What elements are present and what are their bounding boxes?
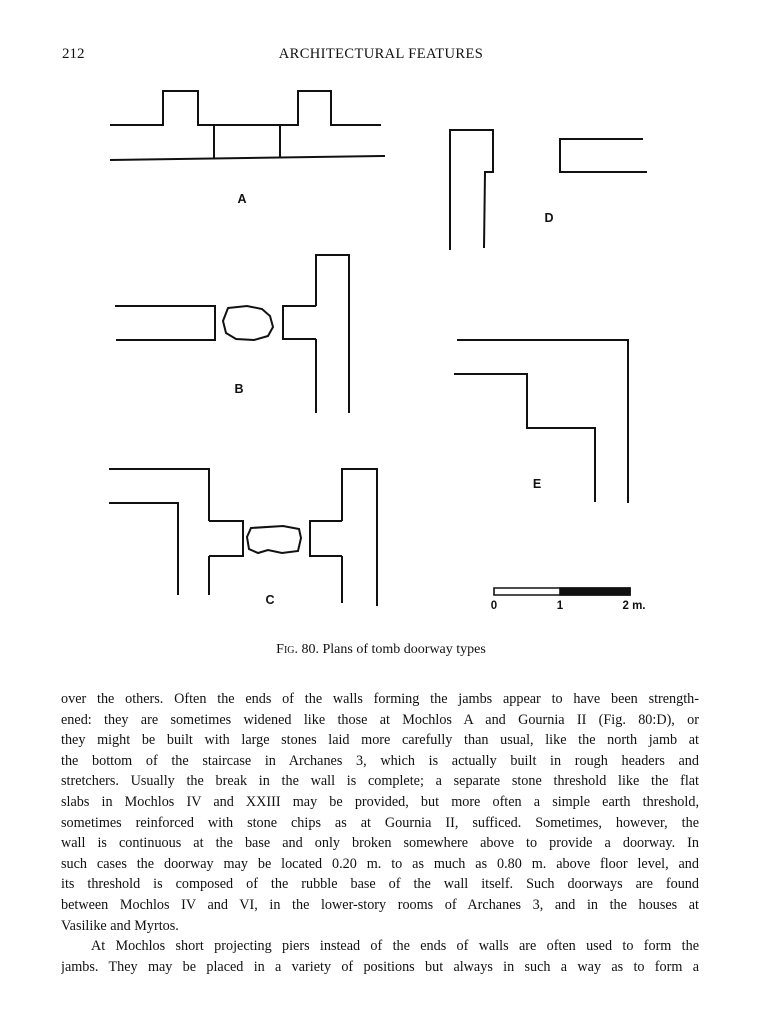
body-line: ened: they are sometimes widened like those at Mochlos A and Gournia II (Fig. 80:D), or [61,711,699,728]
figure-shape-D-wall-end [560,139,647,172]
body-line: such cases the doorway may be located 0.20 m. to as much as 0.80 m. above floor level, and [61,855,699,872]
figure-shape-C-right-wall [342,469,377,606]
figure-shape-B-right-jamb-stub [283,306,316,339]
figure-plan-label: A [237,192,247,206]
body-text [61,689,699,977]
figure-shape-B-cross-wall [316,255,349,413]
figure-labels [234,192,553,607]
running-head: ARCHITECTURAL FEATURES [278,46,484,62]
figure-plan-label: C [265,593,275,607]
scale-tick-label: 0 [490,600,498,612]
figure-shape-C-threshold-stone [247,526,301,553]
body-line: wall is continuous at the base and only broken somewhere above to provide a doorway. In [61,835,699,852]
figure-shape-C-right-pier [310,521,342,556]
figure-shape-C-left-outer-corner [109,469,209,521]
scale-ticks [491,600,646,612]
scale-tick-label: 1 [556,600,564,612]
figure-shape-E-inner-stepped-corner [454,374,595,502]
figure-caption [0,642,762,658]
figure-plan-label: D [544,211,554,225]
body-line: At Mochlos short projecting piers instead of the ends of walls are often used to form the [91,938,699,955]
body-line: the bottom of the staircase in Archanes 3, which is actually built in rough headers and [61,752,699,769]
figure-shape-E-outer-corner [457,340,628,503]
figure-shape-D-widened-jamb [450,130,493,250]
body-line: Vasilike and Myrtos. [61,917,179,934]
figure-plan-label: E [532,477,542,491]
figure-caption-fig: Fig. [276,642,298,657]
body-line: jambs. They may be placed in a variety of positions but always in such a way as to form a [61,958,699,975]
figure-shape-A-wall-bottom [110,156,385,160]
body-line: over the others. Often the ends of the walls forming the jambs appear to have been strength- [61,691,699,707]
figure-shape-B-left-wall [115,306,215,340]
figure-caption-text: 80. Plans of tomb doorway types [298,642,486,657]
body-line: they might be built with large stones laid more carefully than usual, like the north jamb at [61,732,699,749]
figure-shape-C-left-pier [209,521,243,556]
body-line: between Mochlos IV and VI, in the lower-story rooms of Archanes 3, and in the houses at [61,896,699,913]
figure-shape-scale-bar-filled-half [560,588,630,595]
body-line: stretchers. Usually the break in the wall is complete; a separate stone threshold like the flat [61,773,699,790]
scale-tick-label: 2 m. [622,600,646,612]
figure-shapes [109,91,647,606]
figure-shape-C-left-inner-corner [109,503,178,595]
body-line: its threshold is composed of the rubble base of the wall itself. Such doorways are found [61,876,699,893]
figure-shape-B-threshold-stone [223,306,273,340]
page-number: 212 [62,46,85,62]
figure-shape-A-wall-top [110,91,381,125]
body-line: slabs in Mochlos IV and XXIII may be provided, but more often a simple earth threshold, [61,793,699,810]
body-line: sometimes reinforced with stone chips as at Gournia II, sufficed. Sometimes, however, the [61,814,699,831]
figure-svg [0,80,762,620]
figure-plan-label: B [234,382,244,396]
